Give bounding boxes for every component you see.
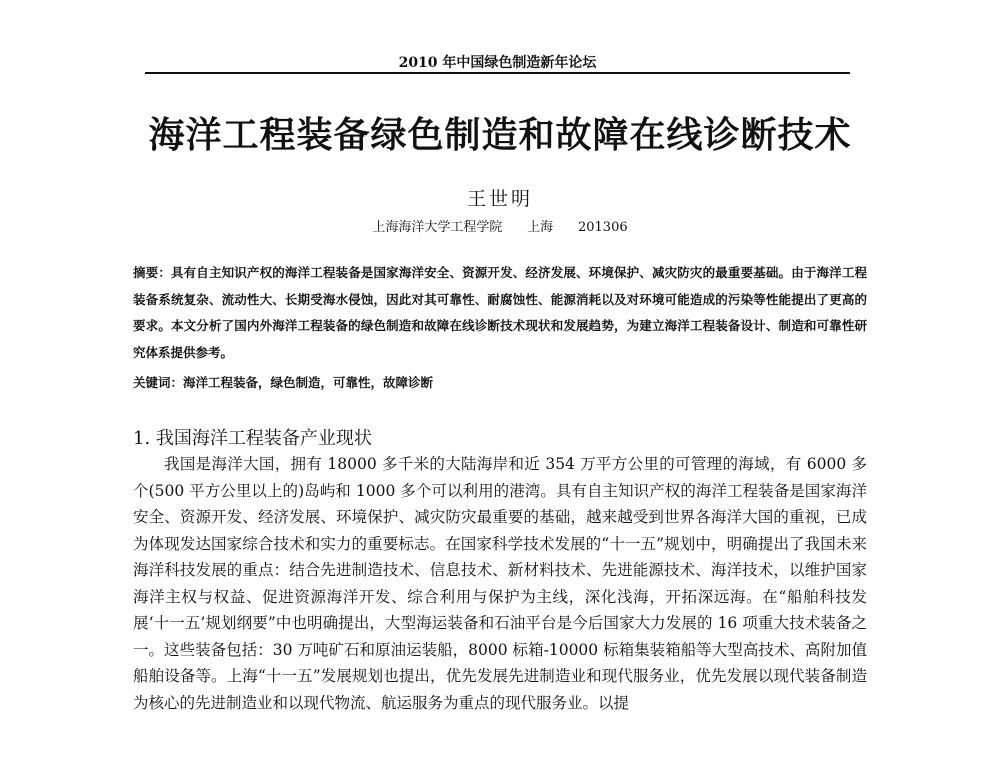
author-affiliation: 上海海洋大学工程学院 上海 201306: [372, 220, 628, 235]
paper-title: 海洋工程装备绿色制造和故障在线诊断技术: [148, 114, 852, 156]
author-name: 王世明: [466, 188, 533, 210]
abstract: [133, 260, 867, 366]
abstract-label: 摘要：: [133, 265, 171, 280]
running-header: 2010 年中国绿色制造新年论坛: [398, 55, 597, 71]
section-heading: 1. 我国海洋工程装备产业现状: [133, 428, 372, 449]
keywords: [133, 370, 867, 396]
section-paragraph: 我国是海洋大国，拥有 18000 多千米的大陆海岸和近 354 万平方公里的可管理的海域，有 6000 多个(500 平方公里以上的)岛屿和 1000 多个可以利用的港湾。具有自主知识产权的海洋工程装备是国家海洋安全、资源开发、经济发展、环境保护、减灾防灾最重要的基础，越来越受到世界各海洋大国的重视，已成为体现发达国家综合技术和实力的重要标志。在国家科学技术发展的“十一五”规划中，明确提出了我国未来海洋科技发展的重点：结合先进制造技术、信息技术、新材料技术、先进能源技术、海洋技术，以维护国家海洋主权与权益、促进资源海洋开发、综合利用与保护为主线，深化浅海，开拓深远海。在“船舶科技发展‘十一五’规划纲要”中也明确提出，大型海运装备和石油平台是今后国家大力发展的 16 项重大技术装备之一。这些装备包括：30 万吨矿石和原油运装船，8000 标箱-10000 标箱集装箱船等大型高技术、高附加值船舶设备等。上海“十一五”发展规划也提出，优先发展先进制造业和现代服务业，优先发展以现代装备制造为核心的先进制造业和以现代物流、航运服务为重点的现代服务业。以提: [133, 455, 867, 712]
header-divider: [145, 72, 850, 74]
keywords-label: 关键词：: [133, 375, 184, 390]
abstract-text: 具有自主知识产权的海洋工程装备是国家海洋安全、资源开发、经济发展、环境保护、减灾防灾的最重要基础。由于海洋工程装备系统复杂、流动性大、长期受海水侵蚀，因此对其可靠性、耐腐蚀性、能源消耗以及对环境可能造成的污染等性能提出了更高的要求。本文分析了国内外海洋工程装备的绿色制造和故障在线诊断技术现状和发展趋势，为建立海洋工程装备设计、制造和可靠性研究体系提供参考。: [133, 265, 867, 360]
keywords-text: 海洋工程装备，绿色制造，可靠性，故障诊断: [183, 375, 434, 390]
